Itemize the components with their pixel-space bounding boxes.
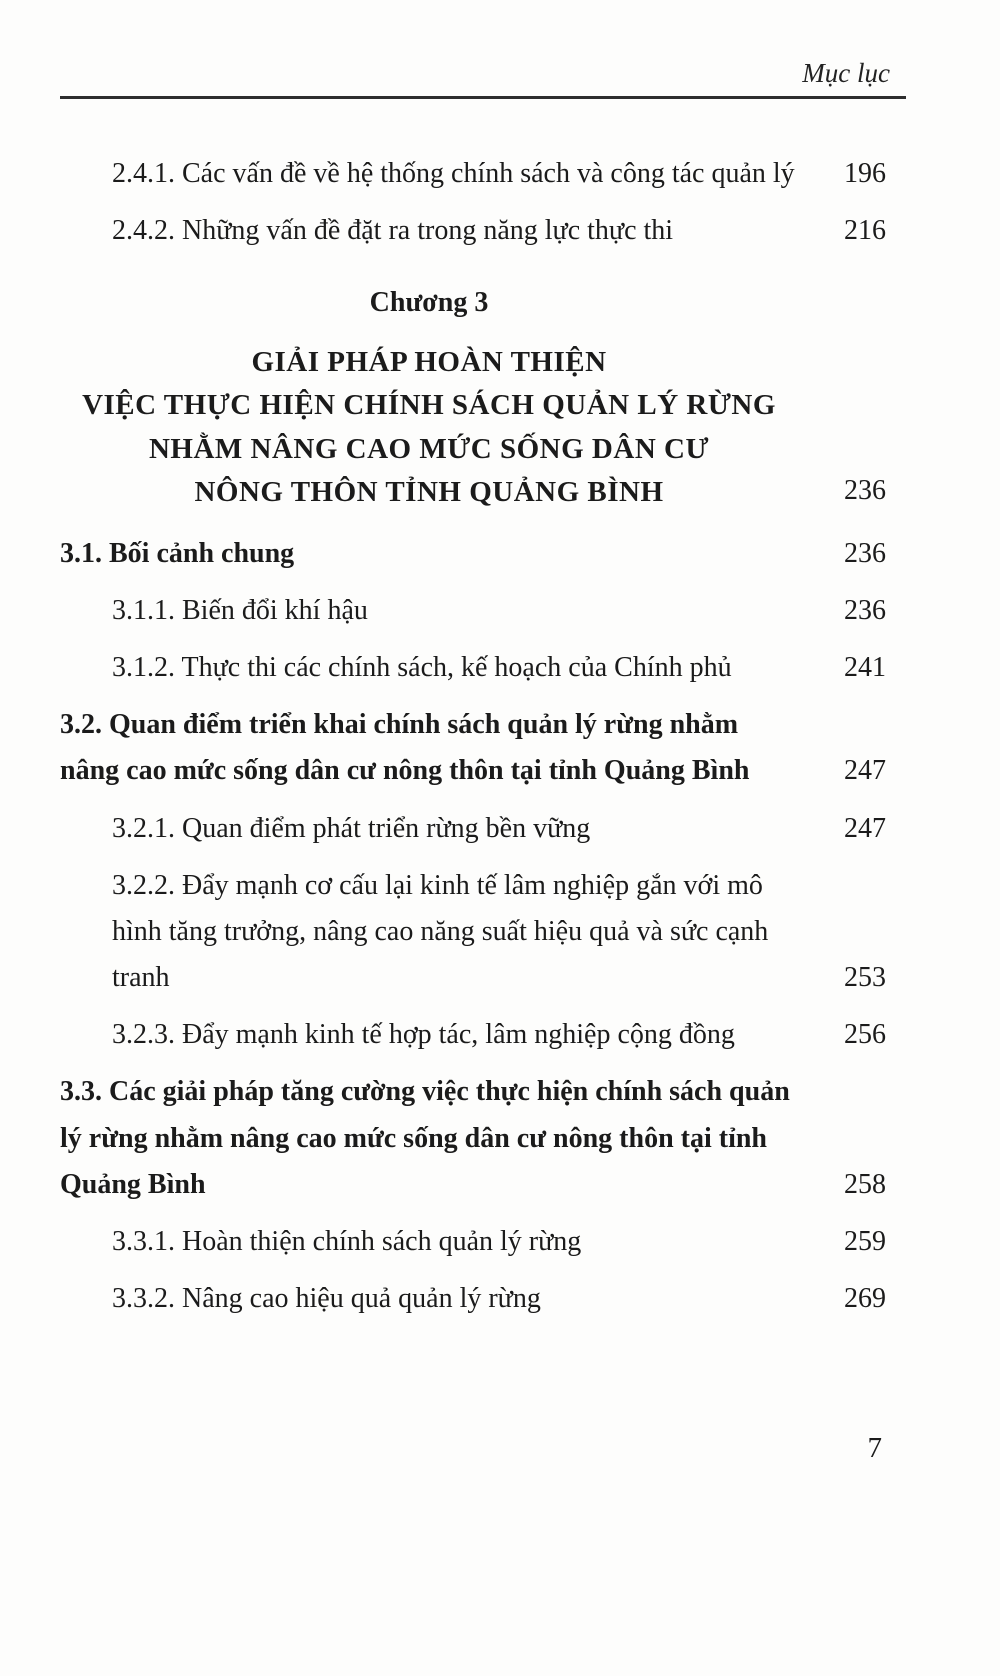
chapter-title	[60, 280, 816, 514]
toc-chapter-heading	[60, 280, 886, 514]
toc-entry-label: 3.2. Quan điểm triển khai chính sách quản lý rừng nhằm nâng cao mức sống dân cư nông thôn tại tỉnh Quảng Bình	[60, 709, 750, 787]
toc-entry	[60, 1069, 886, 1208]
toc-entry-label: 3.3. Các giải pháp tăng cường việc thực hiện chính sách quản lý rừng nhằm nâng cao mức sống dân cư nông thôn tại tỉnh Quảng Bình	[60, 1076, 790, 1200]
toc-entry-label: 3.3.2. Nâng cao hiệu quả quản lý rừng	[112, 1283, 541, 1315]
toc-entry-label: 3.2.2. Đẩy mạnh cơ cấu lại kinh tế lâm nghiệp gắn với mô hình tăng trưởng, nâng cao năng suất hiệu quả và sức cạnh tranh	[112, 869, 769, 994]
toc-entry-page: 216	[844, 215, 886, 247]
chapter-title-line: VIỆC THỰC HIỆN CHÍNH SÁCH QUẢN LÝ RỪNG	[82, 389, 776, 422]
toc-entry	[60, 702, 886, 794]
toc-entry-label: 3.2.1. Quan điểm phát triển rừng bền vững	[112, 812, 591, 844]
toc-entry-label: 2.4.1. Các vấn đề về hệ thống chính sách và công tác quản lý	[112, 158, 795, 189]
toc-entry-page: 236	[844, 475, 886, 507]
toc-entry	[60, 1276, 886, 1322]
toc-entry-page: 269	[844, 1283, 886, 1315]
toc-entry-page: 247	[844, 812, 886, 844]
toc-entry-label: 3.2.3. Đẩy mạnh kinh tế hợp tác, lâm nghiệp cộng đồng	[112, 1019, 735, 1051]
toc-list	[60, 151, 886, 1322]
chapter-kicker: Chương 3	[369, 287, 489, 319]
toc-entry	[60, 208, 886, 254]
toc-entry-page: 236	[844, 537, 886, 569]
toc-entry	[60, 806, 886, 852]
toc-entry-page: 241	[844, 651, 886, 683]
toc-entry-label: 2.4.2. Những vấn đề đặt ra trong năng lực thực thi	[112, 215, 674, 247]
toc-entry-page: 253	[844, 962, 886, 994]
page-header	[0, 0, 1000, 99]
toc-entry	[60, 863, 886, 1002]
toc-entry-page: 236	[844, 594, 886, 626]
toc-entry-page: 258	[844, 1168, 886, 1200]
toc-entry-label: 3.1. Bối cảnh chung	[60, 537, 295, 569]
toc-entry	[60, 645, 886, 691]
toc-entry-label: 3.1.2. Thực thi các chính sách, kế hoạch của Chính phủ	[112, 651, 732, 683]
chapter-title-line: GIẢI PHÁP HOÀN THIỆN	[251, 345, 607, 378]
toc-entry	[60, 1012, 886, 1058]
toc-entry	[60, 588, 886, 634]
chapter-title-line: NÔNG THÔN TỈNH QUẢNG BÌNH	[194, 476, 664, 509]
toc-entry-label: 3.1.1. Biến đổi khí hậu	[112, 594, 368, 626]
header-rule	[60, 96, 906, 99]
page-number: 7	[867, 1432, 882, 1464]
toc-entry-page: 247	[844, 755, 886, 787]
toc-entry-page: 196	[844, 158, 886, 189]
toc-entry	[60, 151, 886, 197]
toc-entry-label: 3.3.1. Hoàn thiện chính sách quản lý rừng	[112, 1226, 582, 1257]
toc-entry	[60, 531, 886, 577]
toc-entry-page: 256	[844, 1019, 886, 1051]
chapter-title-line: NHẰM NÂNG CAO MỨC SỐNG DÂN CƯ	[148, 432, 710, 465]
running-head: Mục lục	[802, 58, 890, 88]
toc-entry	[60, 1219, 886, 1265]
toc-entry-page: 259	[844, 1226, 886, 1257]
